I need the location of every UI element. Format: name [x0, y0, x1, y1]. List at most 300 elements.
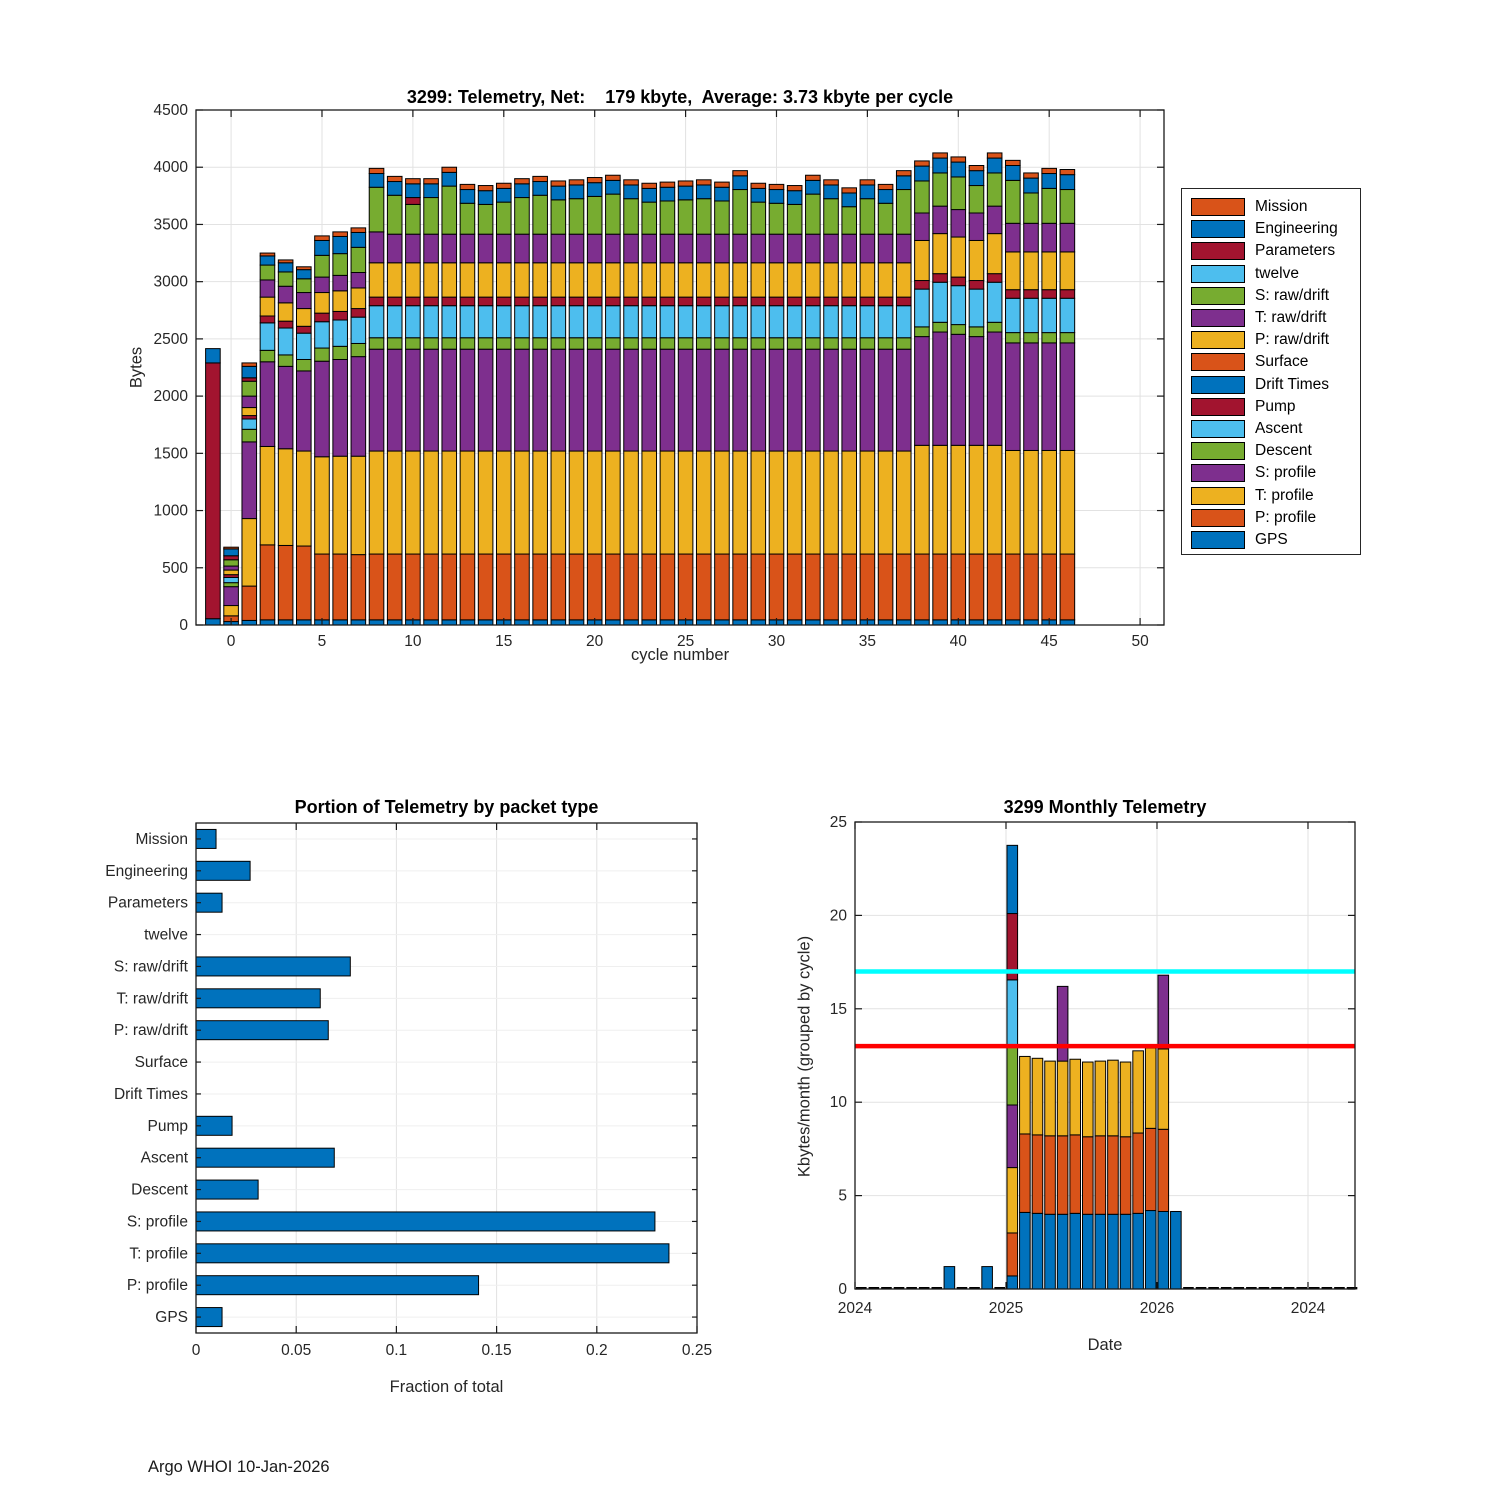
- bar: [196, 989, 320, 1008]
- bar-segment: [787, 297, 802, 306]
- bar-segment: [1042, 168, 1057, 173]
- bar-segment: [878, 306, 893, 338]
- bar-segment: [842, 193, 857, 207]
- bar-segment: [387, 297, 402, 306]
- bar-segment: [1060, 298, 1075, 332]
- bar-segment: [806, 297, 821, 306]
- bar-segment: [387, 182, 402, 196]
- y-tick-label: 1500: [153, 445, 188, 463]
- bar-segment: [1070, 1213, 1081, 1289]
- bar-segment: [442, 306, 457, 338]
- bar-segment: [969, 281, 984, 290]
- bar-segment: [969, 166, 984, 171]
- bar-segment: [1006, 343, 1021, 451]
- bar-segment: [642, 188, 657, 202]
- bar-segment: [1045, 1136, 1056, 1214]
- bar-segment: [224, 587, 239, 606]
- bar-segment: [624, 349, 639, 451]
- bar-segment: [478, 306, 493, 338]
- bar-segment: [715, 234, 730, 263]
- bar-segment: [751, 338, 766, 349]
- bar-segment: [878, 297, 893, 306]
- bar-segment: [824, 297, 839, 306]
- bar-segment: [642, 451, 657, 554]
- category-label: T: raw/drift: [116, 990, 188, 1008]
- bar-segment: [715, 554, 730, 620]
- bar-segment: [315, 361, 330, 457]
- bar-segment: [915, 281, 930, 290]
- bar-segment: [515, 451, 530, 554]
- bar-segment: [478, 234, 493, 263]
- bar-segment: [515, 306, 530, 338]
- bar-segment: [260, 362, 275, 447]
- bar-segment: [224, 556, 239, 560]
- bar-segment: [606, 338, 621, 349]
- bar-segment: [606, 194, 621, 234]
- bar-segment: [478, 349, 493, 451]
- bar-segment: [1020, 1212, 1031, 1289]
- bar-segment: [860, 306, 875, 338]
- bar-segment: [1042, 343, 1057, 451]
- bar-segment: [842, 554, 857, 620]
- bar-segment: [769, 234, 784, 263]
- bar-segment: [587, 338, 602, 349]
- bar-segment: [496, 349, 511, 451]
- bar-segment: [515, 620, 530, 625]
- bar-segment: [351, 357, 366, 457]
- bar-segment: [678, 263, 693, 297]
- legend-label: Ascent: [1255, 419, 1303, 437]
- x-tick-label: 0.2: [586, 1342, 608, 1359]
- bar-segment: [551, 186, 566, 200]
- bar-segment: [442, 554, 457, 620]
- bar-segment: [278, 328, 293, 355]
- bar-segment: [297, 326, 312, 333]
- bar-segment: [496, 338, 511, 349]
- bar-segment: [715, 349, 730, 451]
- bar-segment: [369, 349, 384, 451]
- bar-segment: [660, 201, 675, 234]
- bar-segment: [751, 202, 766, 234]
- legend-entry: [1182, 507, 1360, 529]
- legend-entry: [1182, 240, 1360, 262]
- bar-segment: [478, 554, 493, 620]
- bar-segment: [715, 620, 730, 625]
- bar-segment: [806, 620, 821, 625]
- category-label: S: profile: [126, 1213, 188, 1231]
- bar-segment: [424, 234, 439, 263]
- legend-entry: [1182, 329, 1360, 351]
- bar-segment: [551, 451, 566, 554]
- bar-segment: [424, 198, 439, 235]
- bar-segment: [1024, 178, 1039, 193]
- bar-segment: [442, 451, 457, 554]
- bar-segment: [460, 184, 475, 189]
- bar-segment: [769, 190, 784, 204]
- bar-segment: [406, 297, 421, 306]
- bar-segment: [297, 270, 312, 279]
- bar-segment: [369, 174, 384, 188]
- bar-segment: [278, 620, 293, 625]
- bar-segment: [1007, 1046, 1018, 1105]
- bar-segment: [951, 445, 966, 554]
- legend-swatch: [1191, 420, 1245, 438]
- bar-segment: [969, 213, 984, 240]
- bar-segment: [660, 338, 675, 349]
- bar-segment: [496, 451, 511, 554]
- legend-entry: [1182, 218, 1360, 240]
- bar-segment: [1070, 1135, 1081, 1213]
- bar-segment: [587, 306, 602, 338]
- bar-segment: [569, 263, 584, 297]
- y-tick-label: 500: [162, 559, 188, 577]
- bar-segment: [406, 451, 421, 554]
- bar-segment: [278, 449, 293, 546]
- bar-segment: [369, 554, 384, 620]
- bar-segment: [896, 349, 911, 451]
- bar-segment: [515, 338, 530, 349]
- bar-segment: [478, 263, 493, 297]
- bar-segment: [842, 451, 857, 554]
- category-label: Pump: [147, 1117, 188, 1135]
- bar-segment: [460, 263, 475, 297]
- bar-segment: [1032, 1213, 1043, 1289]
- bar-segment: [824, 554, 839, 620]
- bar-segment: [515, 349, 530, 451]
- y-tick-label: 15: [829, 1000, 847, 1018]
- bar-segment: [806, 194, 821, 234]
- bar-segment: [1006, 160, 1021, 165]
- bar-segment: [878, 234, 893, 263]
- bar-segment: [387, 176, 402, 181]
- legend-label: twelve: [1255, 264, 1299, 282]
- legend-entry: [1182, 196, 1360, 218]
- bar-segment: [606, 451, 621, 554]
- bar-segment: [387, 554, 402, 620]
- bar-segment: [260, 316, 275, 323]
- bar-segment: [787, 306, 802, 338]
- bar-segment: [206, 619, 221, 625]
- bar-segment: [1120, 1062, 1131, 1137]
- x-tick-label: 2026: [1139, 1300, 1175, 1317]
- y-tick-label: 3000: [153, 273, 188, 291]
- bar-segment: [642, 263, 657, 297]
- category-label: Engineering: [105, 862, 188, 880]
- legend-label: P: raw/drift: [1255, 331, 1330, 349]
- bar-segment: [333, 275, 348, 290]
- bar-segment: [860, 263, 875, 297]
- legend-swatch: [1191, 198, 1245, 216]
- bar-segment: [551, 338, 566, 349]
- bar-segment: [1032, 1135, 1043, 1213]
- bar-segment: [387, 338, 402, 349]
- bar-segment: [933, 158, 948, 173]
- legend-swatch: [1191, 220, 1245, 238]
- bar-segment: [242, 363, 257, 366]
- bar-segment: [242, 408, 257, 416]
- bar-segment: [969, 289, 984, 327]
- legend-label: Mission: [1255, 198, 1308, 216]
- bar-segment: [987, 234, 1002, 274]
- bar-segment: [406, 338, 421, 349]
- bar-segment: [278, 545, 293, 619]
- bar-segment: [478, 186, 493, 191]
- bar: [196, 1116, 232, 1135]
- bar-segment: [569, 234, 584, 263]
- bar-segment: [387, 451, 402, 554]
- bar-segment: [1006, 166, 1021, 181]
- bar-segment: [1024, 343, 1039, 451]
- bar: [196, 1244, 669, 1263]
- bar-segment: [369, 168, 384, 173]
- bar-segment: [478, 204, 493, 234]
- bar-segment: [224, 547, 239, 549]
- bar-segment: [278, 355, 293, 366]
- bar-segment: [896, 234, 911, 263]
- bar-segment: [987, 206, 1002, 233]
- bar-segment: [442, 297, 457, 306]
- bar-segment: [715, 338, 730, 349]
- bar-segment: [969, 327, 984, 337]
- bar-segment: [242, 396, 257, 407]
- legend-entry: [1182, 307, 1360, 329]
- bar-segment: [478, 338, 493, 349]
- bar-segment: [587, 451, 602, 554]
- bar-segment: [369, 338, 384, 349]
- bar-segment: [606, 554, 621, 620]
- bar-segment: [606, 620, 621, 625]
- bar-segment: [351, 456, 366, 554]
- bar-segment: [278, 321, 293, 328]
- bar-segment: [406, 554, 421, 620]
- bar-segment: [678, 200, 693, 234]
- bar-segment: [1060, 620, 1075, 625]
- bar-segment: [551, 306, 566, 338]
- legend-swatch: [1191, 442, 1245, 460]
- bar-segment: [660, 554, 675, 620]
- legend-label: Drift Times: [1255, 375, 1330, 393]
- bar-segment: [1042, 554, 1057, 620]
- bar-segment: [678, 338, 693, 349]
- bar-segment: [297, 293, 312, 309]
- bar-segment: [460, 451, 475, 554]
- bar-segment: [1006, 333, 1021, 343]
- bar-segment: [369, 306, 384, 338]
- bar-segment: [315, 293, 330, 314]
- x-tick-label: 2024: [1290, 1300, 1326, 1317]
- y-tick-label: 20: [829, 907, 847, 925]
- bar-segment: [460, 234, 475, 263]
- bar-segment: [751, 451, 766, 554]
- bar-segment: [660, 451, 675, 554]
- bar-segment: [460, 297, 475, 306]
- bar-segment: [1042, 333, 1057, 343]
- bar-segment: [406, 184, 421, 198]
- bar: [196, 1276, 479, 1295]
- bar-segment: [351, 228, 366, 233]
- bar-segment: [387, 195, 402, 234]
- bar-segment: [1007, 1168, 1018, 1233]
- bar-segment: [1060, 290, 1075, 299]
- bar-segment: [260, 620, 275, 625]
- bar-segment: [824, 263, 839, 297]
- bar-segment: [787, 338, 802, 349]
- bar-segment: [660, 620, 675, 625]
- legend-label: P: profile: [1255, 508, 1317, 526]
- bar-segment: [351, 317, 366, 343]
- bar-segment: [533, 182, 548, 196]
- bar-segment: [787, 349, 802, 451]
- bar-segment: [660, 349, 675, 451]
- legend-label: T: profile: [1255, 486, 1314, 504]
- bar-segment: [1006, 620, 1021, 625]
- bar-segment: [987, 153, 1002, 158]
- bar-segment: [242, 586, 257, 620]
- bar-segment: [260, 350, 275, 361]
- bar-segment: [1006, 290, 1021, 299]
- category-label: Drift Times: [113, 1085, 188, 1103]
- bar-segment: [969, 620, 984, 625]
- bar-segment: [1108, 1060, 1119, 1136]
- bar-segment: [351, 232, 366, 247]
- bar-segment: [769, 451, 784, 554]
- bar-segment: [842, 349, 857, 451]
- legend-label: Engineering: [1255, 220, 1338, 238]
- bar-segment: [1006, 223, 1021, 252]
- bar-segment: [224, 578, 239, 583]
- bar-segment: [915, 213, 930, 240]
- bar-segment: [915, 289, 930, 327]
- bar-segment: [242, 416, 257, 419]
- bar-segment: [1095, 1136, 1106, 1214]
- bar-segment: [733, 263, 748, 297]
- bar-segment: [806, 451, 821, 554]
- x-tick-label: 50: [1131, 633, 1149, 650]
- bar-segment: [496, 234, 511, 263]
- bar-segment: [442, 186, 457, 234]
- bar-segment: [533, 234, 548, 263]
- bar-segment: [824, 234, 839, 263]
- legend-swatch: [1191, 487, 1245, 505]
- bar-segment: [460, 306, 475, 338]
- bar-segment: [860, 297, 875, 306]
- bar: [196, 1180, 258, 1199]
- bar-segment: [1158, 1211, 1169, 1289]
- bar-segment: [696, 263, 711, 297]
- bar-segment: [369, 297, 384, 306]
- bar-segment: [333, 320, 348, 346]
- bar-segment: [842, 188, 857, 193]
- legend-swatch: [1191, 398, 1245, 416]
- bar-segment: [660, 187, 675, 201]
- bar-segment: [769, 297, 784, 306]
- bar-segment: [715, 451, 730, 554]
- bar-segment: [915, 337, 930, 446]
- bar-segment: [206, 363, 221, 619]
- bar-segment: [224, 566, 239, 570]
- legend-label: Parameters: [1255, 242, 1336, 260]
- y-tick-label: 5: [838, 1187, 847, 1205]
- bar: [196, 1212, 655, 1231]
- bar-segment: [824, 338, 839, 349]
- bar-segment: [551, 297, 566, 306]
- bar-segment: [260, 256, 275, 265]
- category-label: P: raw/drift: [113, 1022, 188, 1040]
- bar-segment: [678, 181, 693, 186]
- footer-attribution: Argo WHOI 10-Jan-2026: [148, 1458, 330, 1476]
- bar-segment: [896, 620, 911, 625]
- bar-segment: [1042, 450, 1057, 554]
- bar-segment: [533, 338, 548, 349]
- bar-segment: [696, 349, 711, 451]
- bar-segment: [944, 1267, 955, 1289]
- bar-segment: [1042, 290, 1057, 299]
- bar-segment: [587, 349, 602, 451]
- bar-segment: [496, 306, 511, 338]
- bar-segment: [387, 263, 402, 297]
- bar-segment: [369, 187, 384, 232]
- bar-segment: [624, 234, 639, 263]
- bar-segment: [460, 554, 475, 620]
- bar-segment: [878, 349, 893, 451]
- bar-segment: [1006, 180, 1021, 223]
- bar-segment: [769, 306, 784, 338]
- bar-segment: [842, 338, 857, 349]
- bar-segment: [987, 332, 1002, 445]
- bar-segment: [642, 338, 657, 349]
- bar-segment: [424, 179, 439, 184]
- bar-segment: [860, 185, 875, 199]
- bar-segment: [206, 349, 221, 363]
- bar-segment: [733, 234, 748, 263]
- bar-segment: [1045, 1061, 1056, 1136]
- bar-segment: [715, 297, 730, 306]
- bar-segment: [242, 519, 257, 587]
- bar-segment: [297, 546, 312, 620]
- bar-segment: [242, 620, 257, 625]
- bar-segment: [787, 620, 802, 625]
- bar-segment: [896, 306, 911, 338]
- bar-segment: [278, 260, 293, 263]
- bar-segment: [587, 183, 602, 197]
- bar-segment: [278, 272, 293, 286]
- bar-segment: [733, 349, 748, 451]
- legend-label: GPS: [1255, 530, 1288, 548]
- bar-segment: [696, 620, 711, 625]
- legend-entry: [1182, 285, 1360, 307]
- legend-swatch: [1191, 464, 1245, 482]
- bar-segment: [315, 322, 330, 348]
- bar-segment: [587, 554, 602, 620]
- bar-segment: [678, 234, 693, 263]
- bar-segment: [297, 451, 312, 546]
- bar-segment: [478, 620, 493, 625]
- legend-entry: [1182, 374, 1360, 396]
- bar-segment: [824, 185, 839, 199]
- bar-segment: [624, 451, 639, 554]
- bar-segment: [1158, 975, 1169, 1049]
- bar-segment: [442, 263, 457, 297]
- bar-segment: [1006, 450, 1021, 554]
- bar-segment: [642, 234, 657, 263]
- legend-entry: [1182, 263, 1360, 285]
- bar-segment: [769, 184, 784, 189]
- bar-segment: [969, 186, 984, 213]
- bar-segment: [606, 306, 621, 338]
- bar: [196, 957, 350, 976]
- bar-segment: [515, 263, 530, 297]
- bar-segment: [424, 349, 439, 451]
